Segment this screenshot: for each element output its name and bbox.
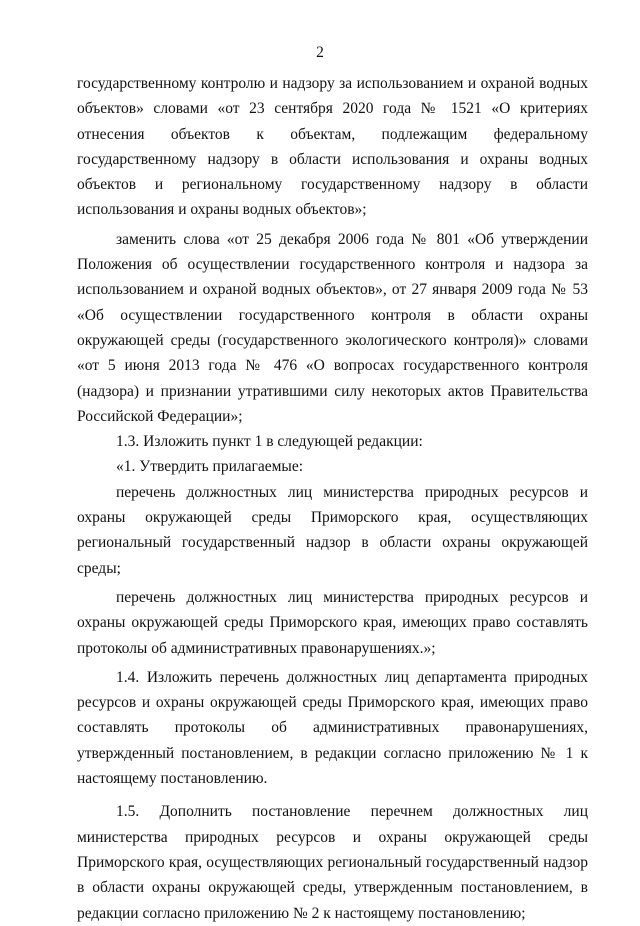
paragraph-list-supervision: перечень должностных лиц министерства природных ресурсов и охраны окружающей среды Приморского края, осуществляющих региональный государственный надзор в области охраны окружающей среды;	[77, 483, 588, 577]
paragraph-continuation: государственному контролю и надзору за использованием и охраной водных объектов» словами «от 23 сентября 2020 года № 1521 «О критериях отнесения объектов к объектам, подлежащим федеральному государственному надзору в области использования и охраны водных объектов и региональному государственному надзору в области использования и охраны водных объектов»;	[77, 75, 588, 219]
document-body	[77, 71, 588, 926]
paragraph-item-1-5: 1.5. Дополнить постановление перечнем должностных лиц министерства природных ресурсов и охраны окружающей среды Приморского края, осуществляющих региональный государственный надзор в области охраны окружающей среды, утвержденным постановлением, в редакции согласно приложению № 2 к настоящему постановлению;	[77, 803, 588, 922]
paragraph-replace-words: заменить слова «от 25 декабря 2006 года № 801 «Об утверждении Положения об осуществлении государственного контроля и надзора за использованием и охраной водных объектов», от 27 января 2009 года № 53 «Об осуществлении государственного контроля в области охраны окружающей среды (государственного экологического контроля)» словами «от 5 июня 2013 года № 476 «О вопросах государственного контроля (надзора) и признании утратившими силу некоторых актов Правительства Российской Федерации»;	[77, 230, 588, 425]
paragraph-item-1-4: 1.4. Изложить перечень должностных лиц департамента природных ресурсов и охраны окружающей среды Приморского края, имеющих право составлять протоколы об административных правонарушениях, утвержденный постановлением, в редакции согласно приложению № 1 к настоящему постановлению.	[77, 668, 588, 788]
page-number: 2	[316, 44, 324, 61]
paragraph-list-protocols: перечень должностных лиц министерства природных ресурсов и охраны окружающей среды Приморского края, имеющих право составлять протоколы об административных правонарушениях.»;	[77, 588, 588, 657]
paragraph-approve: «1. Утвердить прилагаемые:	[116, 458, 304, 476]
paragraph-item-1-3: 1.3. Изложить пункт 1 в следующей редакции:	[116, 433, 423, 451]
